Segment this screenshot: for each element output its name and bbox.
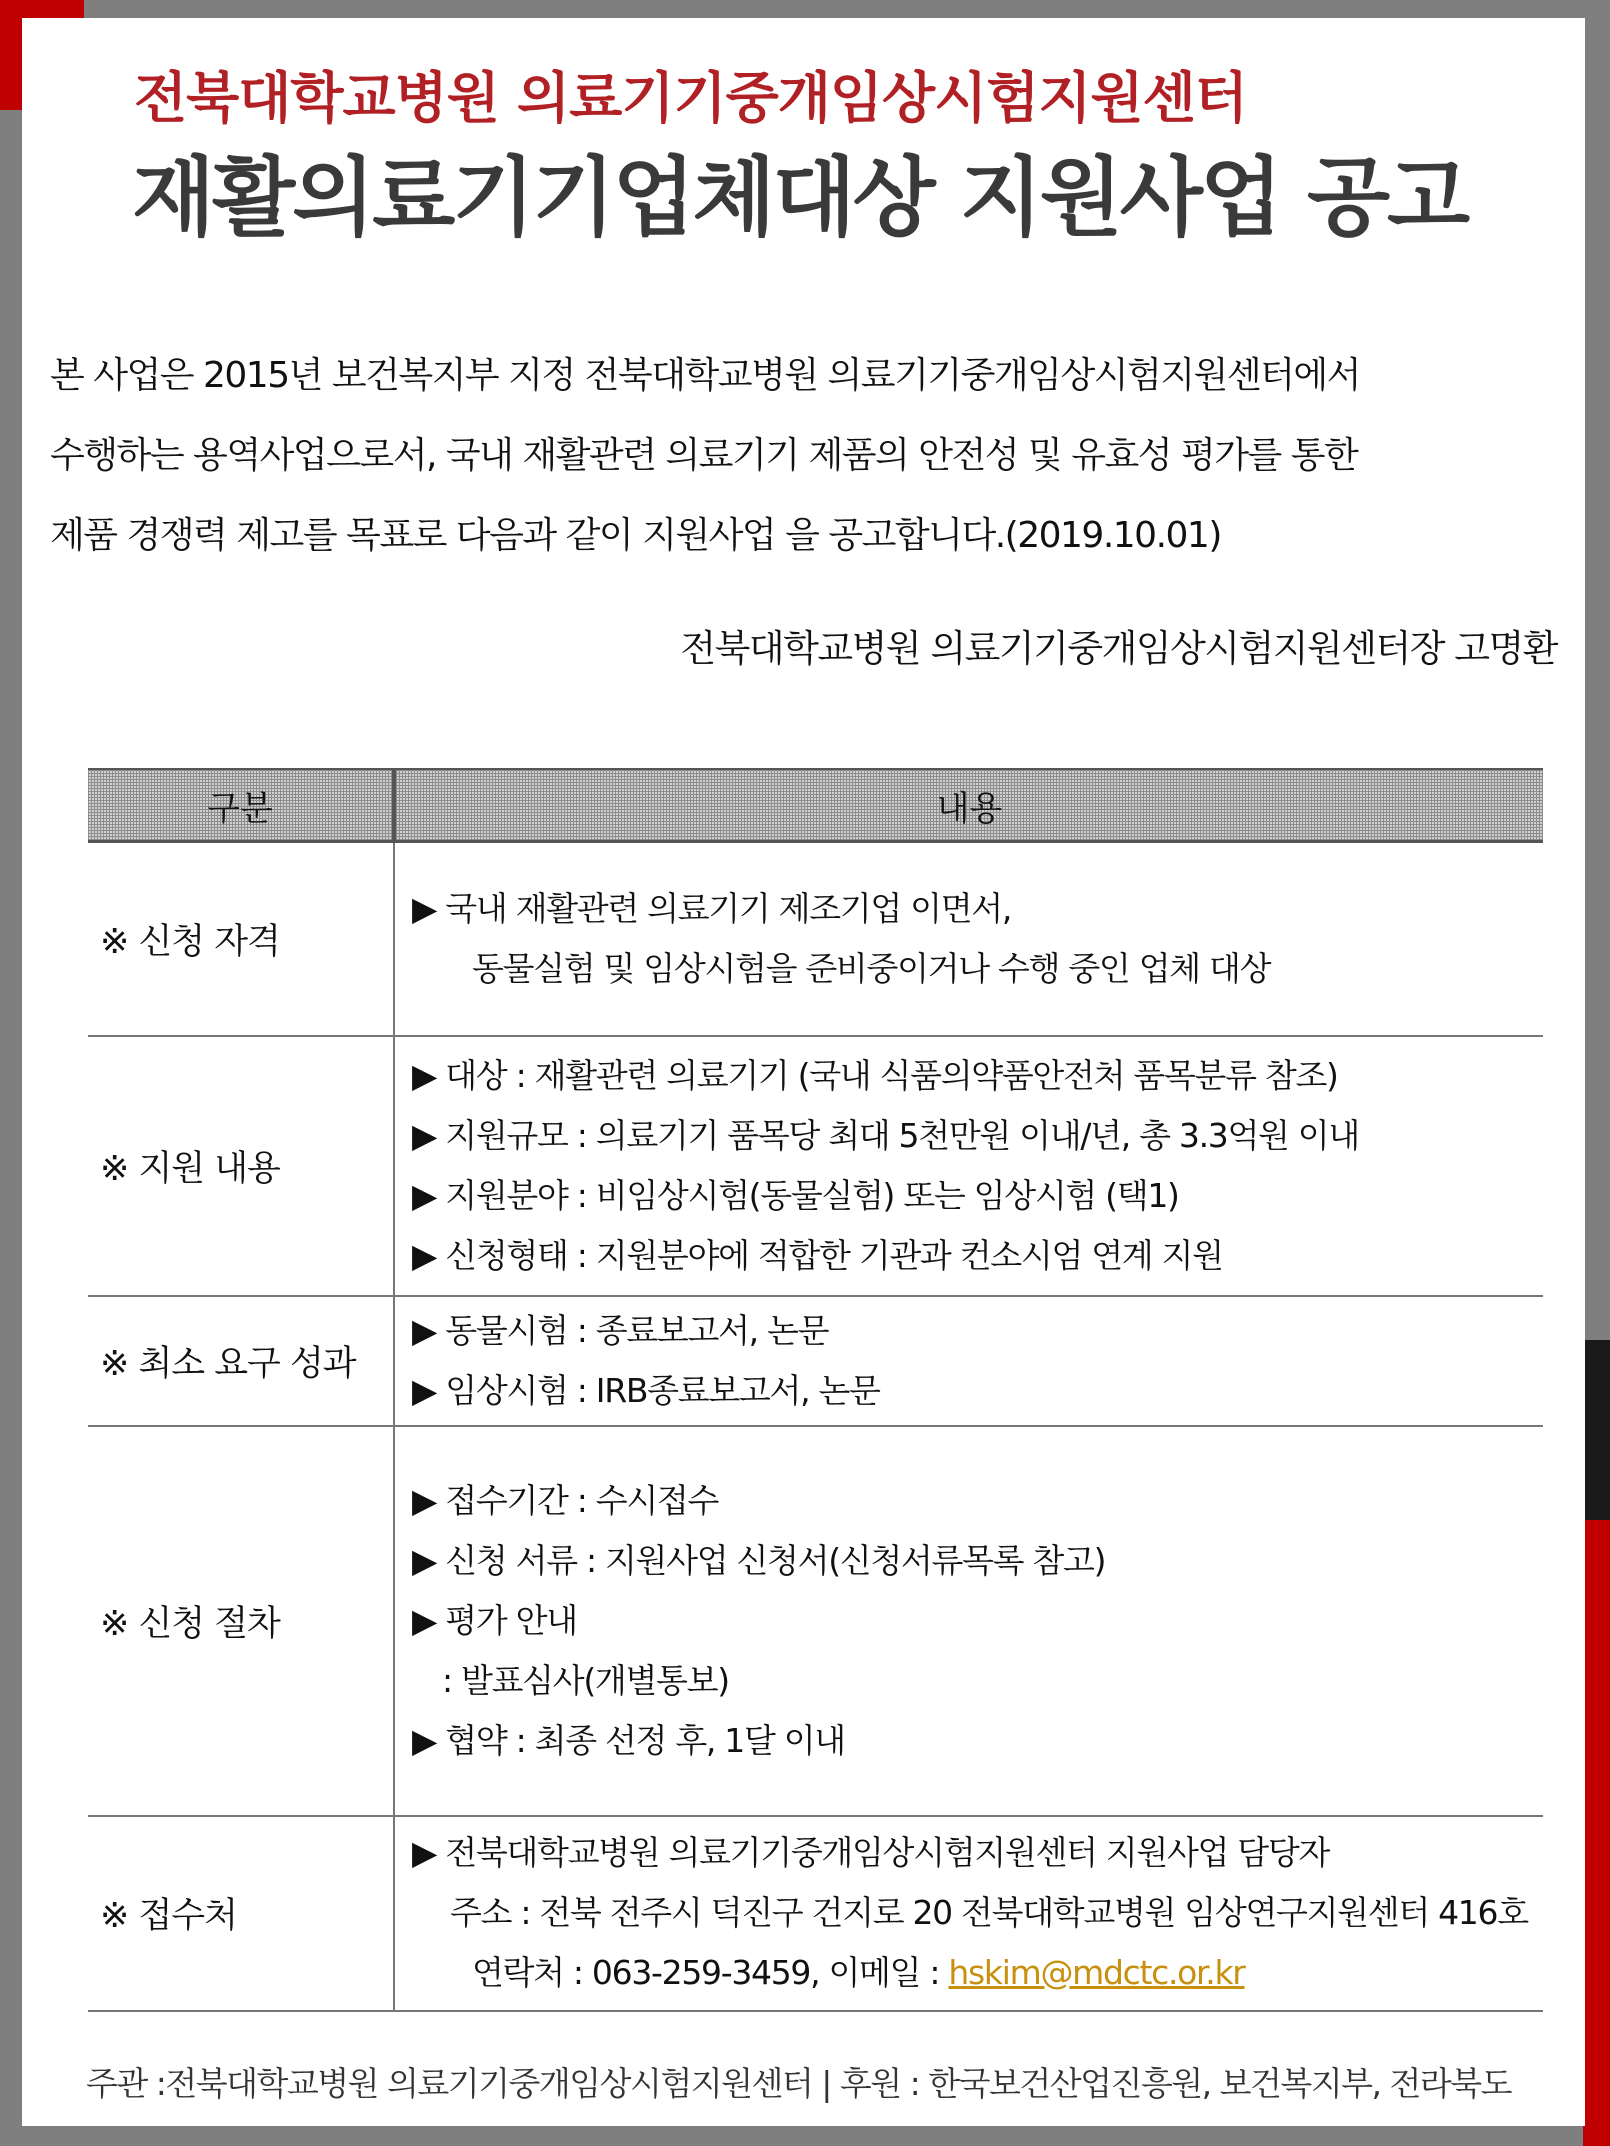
row-label: ※ 최소 요구 성과 [88,1296,394,1426]
intro-line: 본 사업은 2015년 보건복지부 지정 전북대학교병원 의료기기중개임상시험지원센터에서 [50,355,1360,396]
side-accent-dark [1583,1340,1610,1520]
column-header-content: 내용 [394,769,1543,842]
side-accent-red [1583,1520,1610,2146]
list-item: ▶ 국내 재활관련 의료기기 제조기업 이면서, [412,888,1012,928]
list-item: ▶ 신청형태 : 지원분야에 적합한 기관과 컨소시엄 연계 지원 [412,1235,1223,1275]
list-item: 주소 : 전북 전주시 덕진구 건지로 20 전북대학교병원 임상연구지원센터 416호 [450,1893,1528,1932]
column-header-category: 구분 [88,769,394,842]
notice-page [22,18,1585,2126]
row-content [394,842,1543,1036]
row-label: ※ 신청 절차 [88,1426,394,1816]
info-table [88,768,1543,2012]
table-row-minimum-results [88,1296,1543,1426]
row-label: ※ 신청 자격 [88,842,394,1036]
row-content [394,1816,1543,2011]
contact-line [412,1943,1542,2003]
list-item: 동물실험 및 임상시험을 준비중이거나 수행 중인 업체 대상 [472,948,1271,988]
signature: 전북대학교병원 의료기기중개임상시험지원센터장 고명환 [680,627,1557,670]
contact-prefix: 연락처 : 063-259-3459, 이메일 : [472,1953,949,1992]
table-row-eligibility [88,842,1543,1036]
list-item: : 발표심사(개별통보) [442,1660,729,1700]
list-item: ▶ 임상시험 : IRB종료보고서, 논문 [412,1370,880,1410]
list-item: ▶ 협약 : 최종 선정 후, 1달 이내 [412,1720,845,1760]
row-content [394,1036,1543,1296]
row-label: ※ 지원 내용 [88,1036,394,1296]
list-item: ▶ 전북대학교병원 의료기기중개임상시험지원센터 지원사업 담당자 [412,1833,1330,1872]
row-content [394,1296,1543,1426]
row-content [394,1426,1543,1816]
list-item: ▶ 지원분야 : 비임상시험(동물실험) 또는 임상시험 (택1) [412,1175,1179,1215]
page-title: 재활의료기기업체대상 지원사업 공고 [132,148,1468,248]
org-title: 전북대학교병원 의료기기중개임상시험지원센터 [134,66,1247,130]
row-label: ※ 접수처 [88,1816,394,2011]
list-item: ▶ 지원규모 : 의료기기 품목당 최대 5천만원 이내/년, 총 3.3억원 이내 [412,1115,1359,1155]
intro-line: 제품 경쟁력 제고를 목표로 다음과 같이 지원사업 을 공고합니다.(2019.10.01) [50,515,1221,556]
table-header-row [88,769,1543,842]
list-item: ▶ 접수기간 : 수시접수 [412,1480,719,1520]
intro-line: 수행하는 용역사업으로서, 국내 재활관련 의료기기 제품의 안전성 및 유효성 평가를 통한 [50,435,1358,476]
list-item: ▶ 평가 안내 [412,1600,577,1640]
email-link[interactable]: hskim@mdctc.or.kr [948,1953,1245,1992]
table-row-reception [88,1816,1543,2011]
footer-sponsors: 주관 :전북대학교병원 의료기기중개임상시험지원센터 | 후원 : 한국보건산업진흥원, 보건복지부, 전라북도 [86,2064,1512,2103]
list-item: ▶ 신청 서류 : 지원사업 신청서(신청서류목록 참고) [412,1540,1106,1580]
list-item: ▶ 동물시험 : 종료보고서, 논문 [412,1310,829,1350]
table-row-support-content [88,1036,1543,1296]
table-row-application-procedure [88,1426,1543,1816]
list-item: ▶ 대상 : 재활관련 의료기기 (국내 식품의약품안전처 품목분류 참조) [412,1055,1338,1095]
intro-paragraph [50,336,1570,576]
